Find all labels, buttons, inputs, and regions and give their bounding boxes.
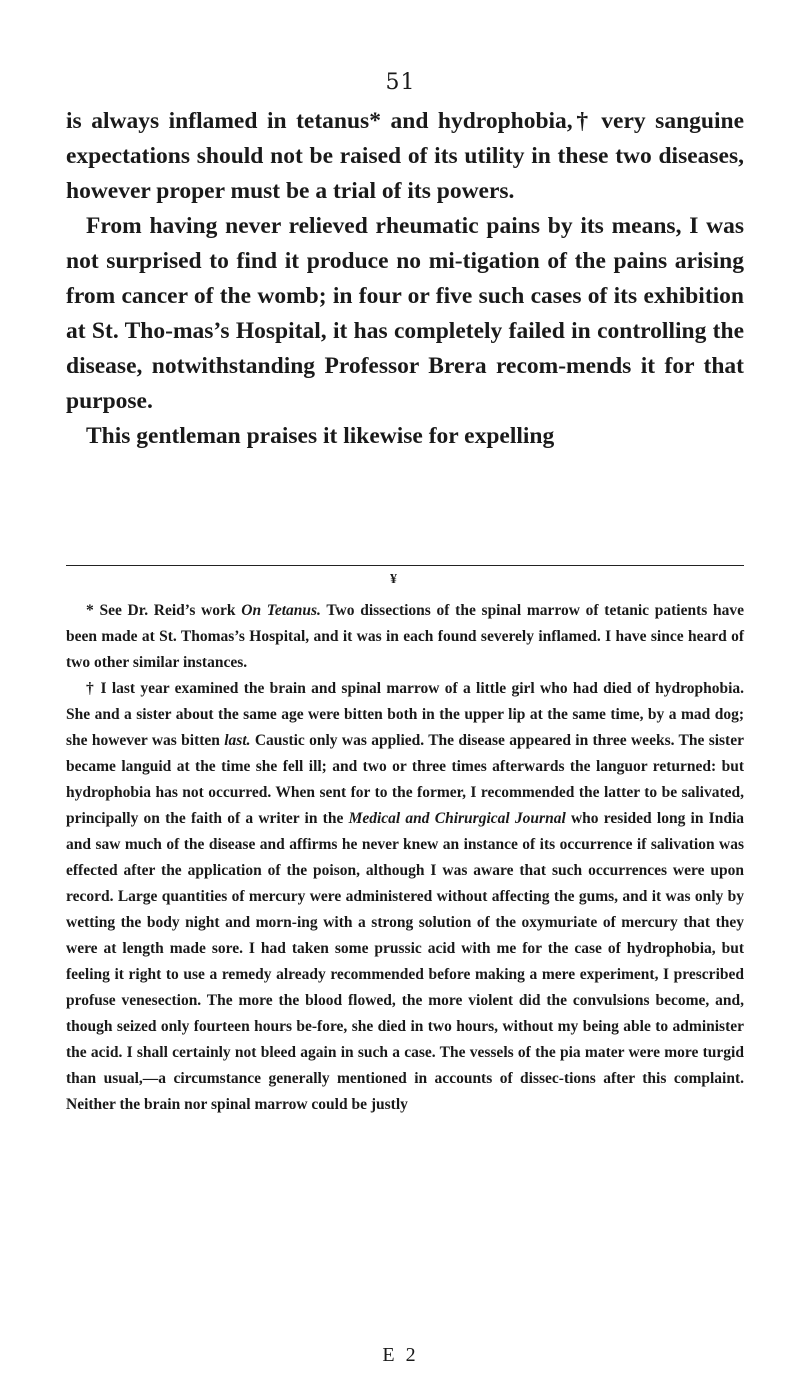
footnote-2-text-c: who resided long in India and saw much of the disease and affirms he never knew an instance of its occurrence if salivation was effected after the application of the poison, although I was aware that such occurrences were upon record. Large quantities of mercury were administered without affecting the gums, and it was only by wetting the body night and morn-ing with a strong solution of the oxymuriate of mercury that they were at length made sore. I had taken some prussic acid with me for the case of hydrophobia, but feeling it right to use a remedy already recommended before making a mere experiment, I prescribed profuse venesection. The more the blood flowed, the more violent did the convulsions become, and, though seized only fourteen hours be-fore, she died in two hours, without my being able to administer the acid. I shall certainly not bleed again in such a case. The vessels of the pia mater were more turgid than usual,—a circumstance generally mentioned in accounts of dissec-tions after this complaint. Neither the brain nor spinal marrow could be justly — [66, 810, 744, 1113]
footnote-divider — [66, 565, 744, 566]
footnote-2-marker: † — [86, 680, 96, 697]
footnote-1-marker: * — [86, 602, 94, 619]
divider-mark: ¥ — [390, 572, 397, 587]
paragraph-2: From having never relieved rheumatic pains by its means, I was not surprised to find it produce no mi-tigation of the pains arising from cancer of the womb; in four or five such cases of its exhibition at St. Tho-mas’s Hospital, it has completely failed in controlling the disease, notwithstanding Professor Brera recom-mends it for that purpose. — [66, 213, 744, 414]
footnote-2 — [66, 676, 744, 1118]
footnote-2-journal-title: Medical and Chirurgical Journal — [348, 810, 566, 827]
footnote-2-text-a: I last year examined the brain and spinal marrow of a little girl who had died of hydrophobia. She and a sister about the same age were bitten both in the upper lip at the same time, by a mad dog; she however was bitten — [66, 680, 744, 749]
footnote-1-text-b: Two dissections of the spinal marrow of tetanic patients have been made at St. Thomas’s Hospital, and it was in each found severely inflamed. I have since heard of two other similar instances. — [66, 602, 745, 671]
footnote-1-title: On Tetanus. — [241, 602, 321, 619]
footnote-2-italic-last: last. — [224, 732, 251, 749]
footnote-2-text-b: Caustic only was applied. The disease appeared in three weeks. The sister became languid at the time she fell ill; and two or three times afterwards the languor returned: but hydrophobia has not occurred. When sent for to the former, I recommended the latter to be salivated, principally on the faith of a writer in the — [66, 732, 744, 827]
footnotes — [66, 598, 744, 1118]
paragraph-1: is always inflamed in tetanus* and hydrophobia,† very sanguine expectations should not be raised of its utility in these two diseases, however proper must be a trial of its powers. — [66, 108, 744, 204]
signature-mark: E 2 — [382, 1344, 419, 1366]
page-number: 51 — [385, 70, 416, 95]
footnote-1-text-a: See Dr. Reid’s work — [93, 602, 242, 619]
paragraph-3: This gentleman praises it likewise for expelling — [86, 423, 555, 449]
footnote-1 — [66, 598, 744, 676]
main-text — [66, 104, 744, 454]
